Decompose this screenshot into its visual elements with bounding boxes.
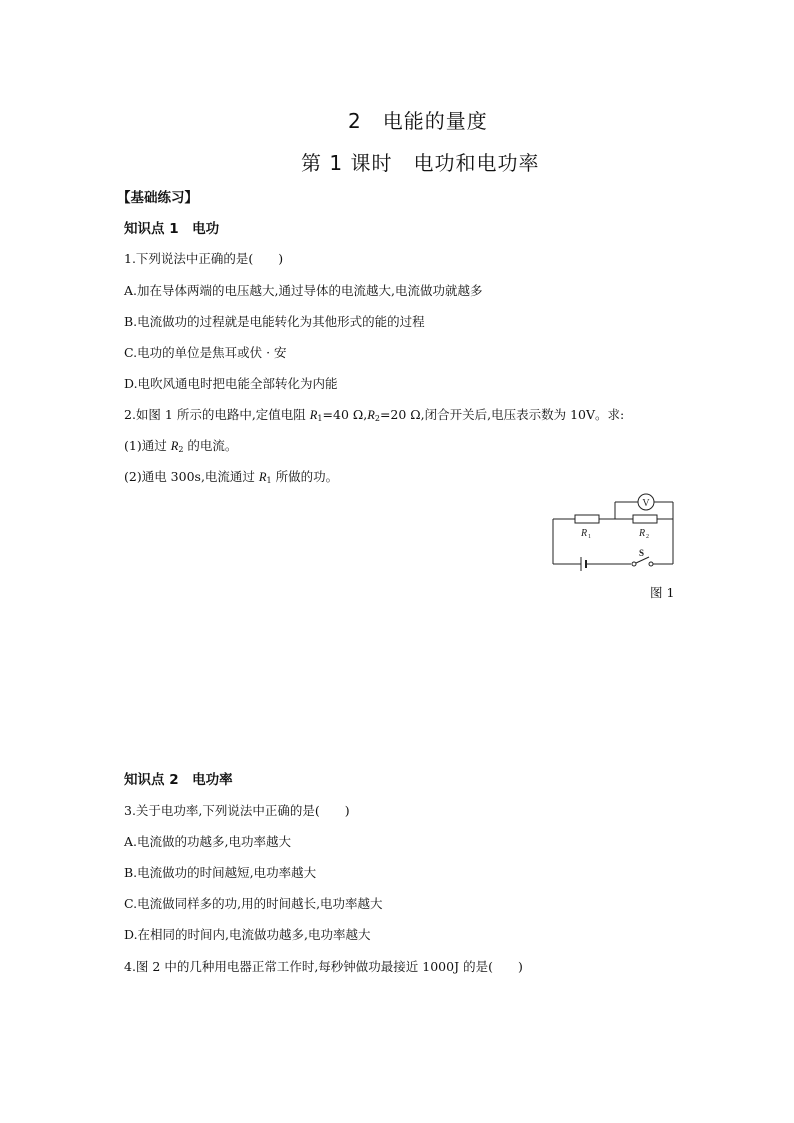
circuit-diagram	[545, 486, 685, 576]
section-tag: 【基础练习】	[117, 190, 198, 206]
q2-sub1-symbol: R	[170, 439, 179, 453]
q3-option-c: C.电流做同样多的功,用的时间越长,电功率越大	[124, 896, 383, 911]
knowledge-point-1: 知识点 1 电功	[124, 221, 220, 237]
q2-r2-subscript: 2	[374, 414, 380, 423]
q2-sub-question-2	[124, 467, 338, 485]
figure-1-caption: 图 1	[650, 585, 675, 600]
switch-contact-right	[649, 562, 653, 566]
q1-option-c: C.电功的单位是焦耳或伏 · 安	[124, 345, 287, 360]
q2-sub1-part-b: 的电流。	[183, 438, 238, 453]
q3-option-b: B.电流做功的时间越短,电功率越大	[124, 865, 317, 880]
q2-sub1-subscript: 2	[178, 445, 184, 454]
q3-option-a: A.电流做的功越多,电功率越大	[124, 834, 291, 849]
r2-label: R	[639, 528, 646, 539]
q3-stem: 3.关于电功率,下列说法中正确的是( )	[124, 803, 350, 818]
q2-stem-part-c: =20 Ω,闭合开关后,电压表示数为 10V。求:	[379, 407, 625, 422]
q2-sub2-symbol: R	[258, 470, 267, 484]
q2-stem-part-b: =40 Ω,	[322, 407, 368, 422]
q2-r1-symbol: R	[309, 408, 318, 422]
switch-label: S	[639, 548, 645, 558]
q2-stem-part-a: 2.如图 1 所示的电路中,定值电阻	[124, 407, 310, 422]
r2-label-sub: 2	[646, 534, 649, 540]
voltmeter-label: V	[642, 498, 650, 509]
q3-option-d: D.在相同的时间内,电流做功越多,电功率越大	[124, 927, 371, 942]
resistor-r2	[633, 515, 657, 523]
q1-option-b: B.电流做功的过程就是电能转化为其他形式的能的过程	[124, 314, 425, 329]
q2-r2-symbol: R	[367, 408, 375, 422]
q2-sub2-part-b: 所做的功。	[271, 469, 339, 484]
q4-stem: 4.图 2 中的几种用电器正常工作时,每秒钟做功最接近 1000J 的是( )	[124, 959, 523, 974]
q1-option-a: A.加在导体两端的电压越大,通过导体的电流越大,电流做功就越多	[124, 283, 483, 298]
resistor-r1	[575, 515, 599, 523]
r1-label-sub: 1	[588, 534, 591, 540]
q1-stem: 1.下列说法中正确的是( )	[124, 251, 284, 266]
q2-stem	[124, 405, 624, 423]
q2-sub2-part-a: (2)通电 300s,电流通过	[124, 469, 259, 484]
lesson-title: 第 1 课时 电功和电功率	[301, 151, 540, 175]
knowledge-point-2: 知识点 2 电功率	[124, 772, 233, 788]
r1-label: R	[581, 528, 588, 539]
q2-sub1-part-a: (1)通过	[124, 438, 171, 453]
switch-contact-left	[632, 562, 636, 566]
q2-sub-question-1	[124, 436, 237, 454]
q2-sub2-subscript: 1	[266, 476, 272, 485]
q2-r1-subscript: 1	[317, 414, 323, 423]
chapter-title: 2 电能的量度	[348, 109, 488, 133]
q1-option-d: D.电吹风通电时把电能全部转化为内能	[124, 376, 338, 391]
